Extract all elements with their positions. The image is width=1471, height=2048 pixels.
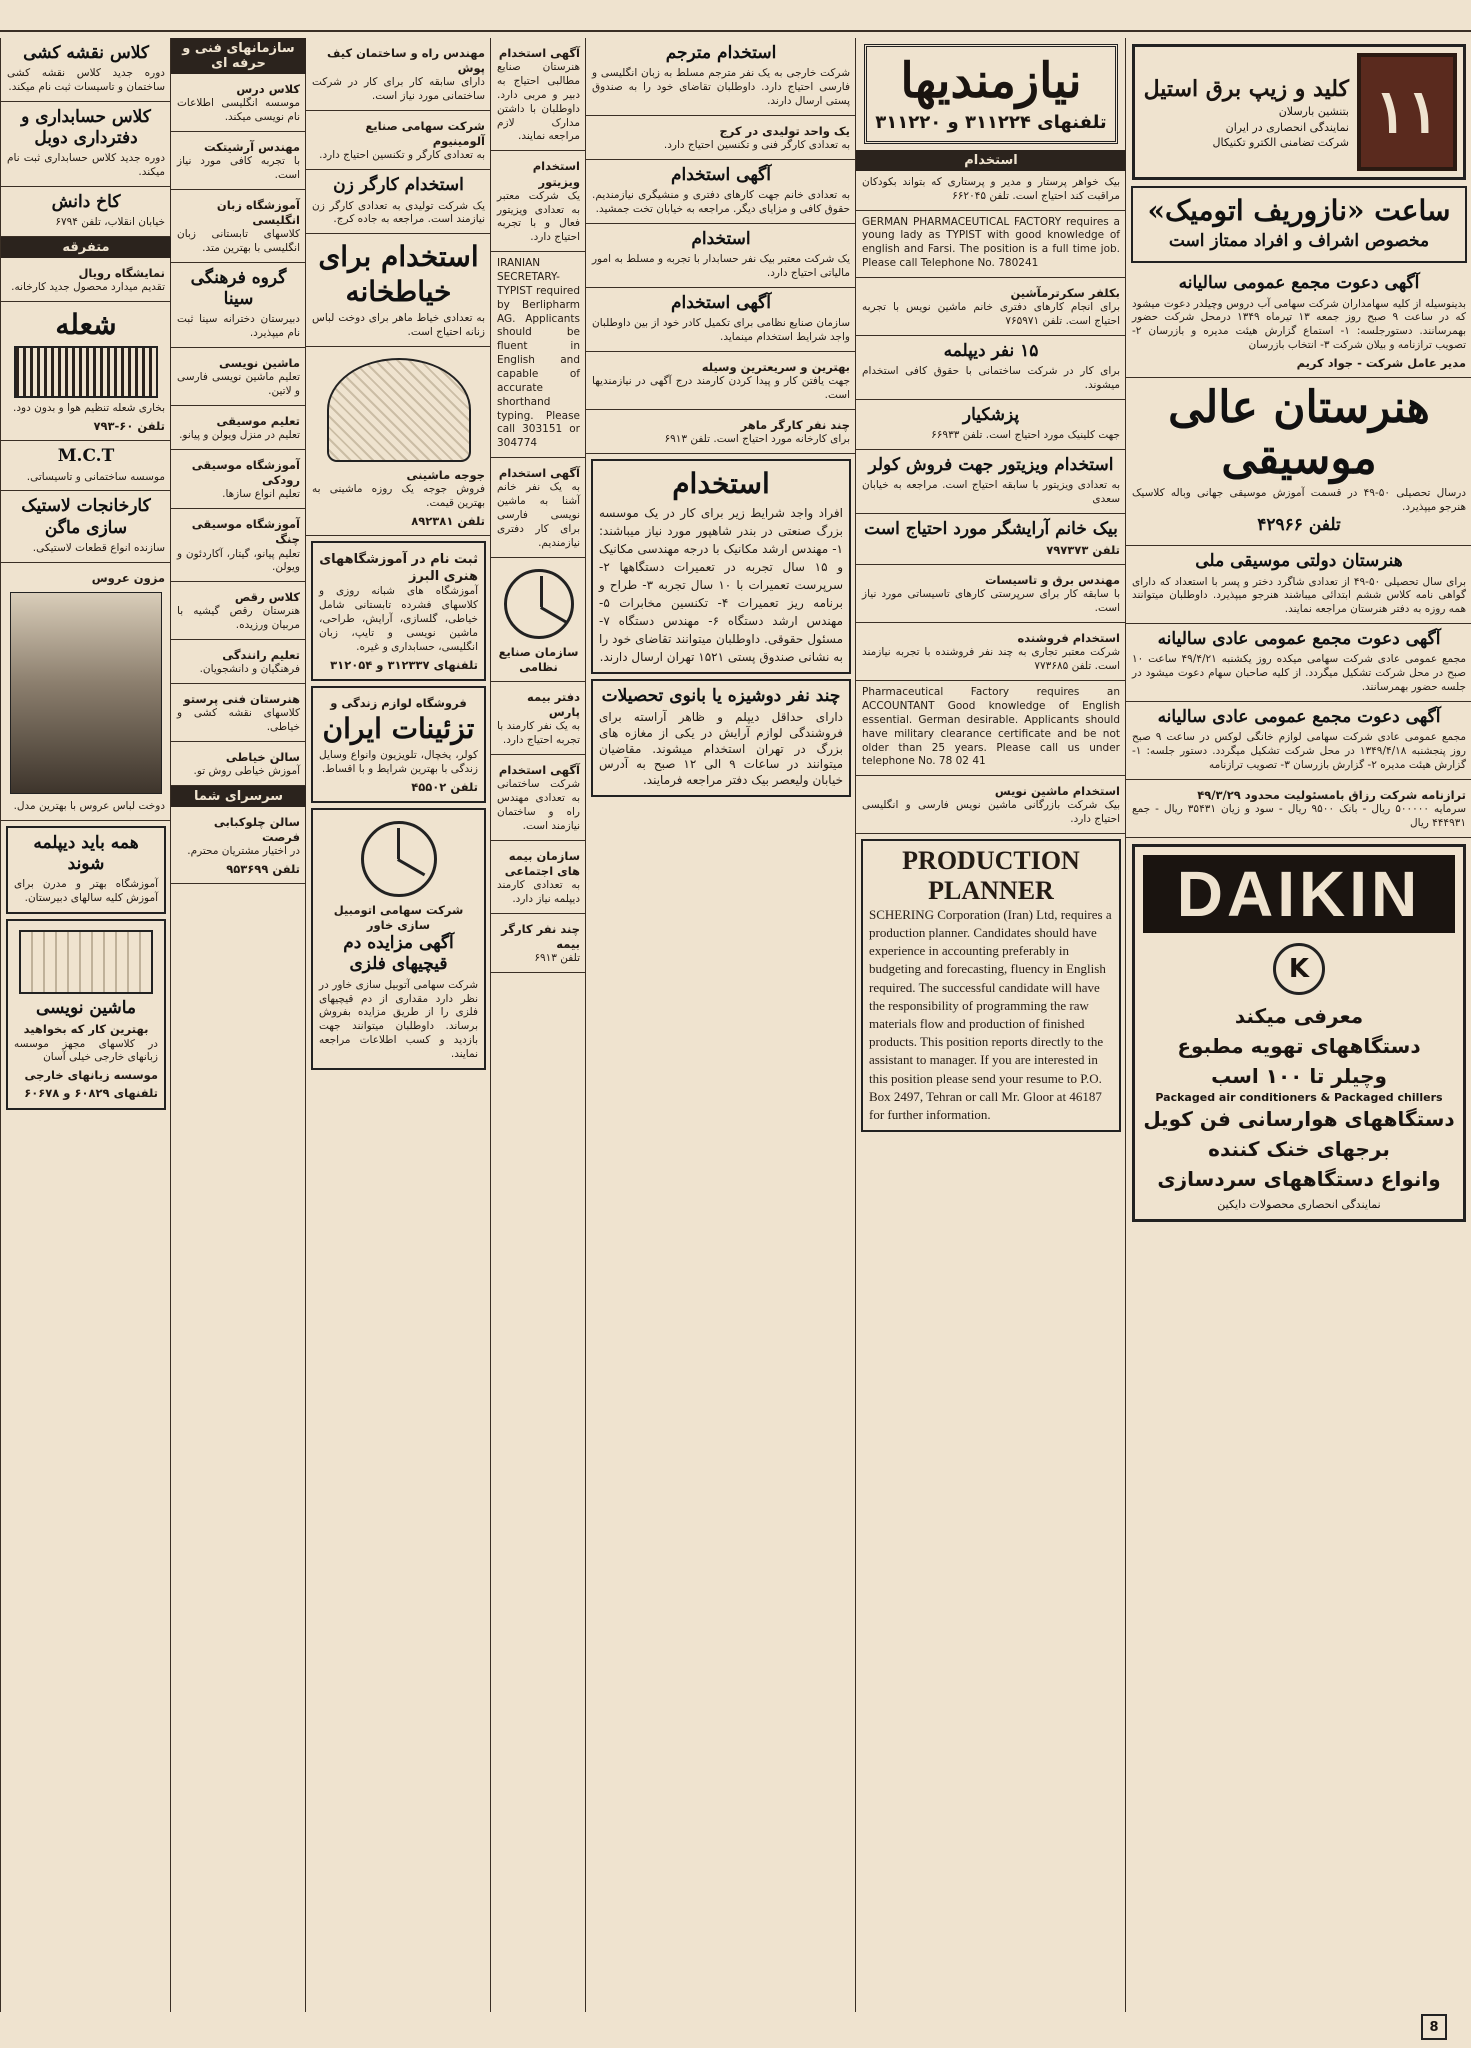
daikin-english: Packaged air conditioners & Packaged chillers [1155,1091,1443,1105]
meeting-ad-2-title: آگهی دعوت مجمع عمومی عادی سالیانه [1157,629,1441,650]
masthead-phones: تلفنهای ۳۱۱۲۲۴ و ۳۱۱۲۲۰ [875,111,1107,133]
office-women-ad: آگهی استخدام به تعدادی خانم جهت کارهای دفتری و منشیگری نیازمندیم. حقوق کافی و مزایای دیگر. مراجعه به خیابان تخت جمشید. [586,160,856,224]
diploma-school-ad: همه باید دیپلمه شوند آموزشگاه بهتر و مدرن برای آموزش کلیه سالهای دبیرستان. [6,826,166,914]
section-label-technical: سازمانهای فنی و حرفه ای [171,38,306,74]
sewing-salon-ad: سالن خیاطی آموزش خیاطی روش تو. [171,742,306,786]
young-women-title: چند نفر دوشیزه یا بانوی تحصیلات [601,685,841,706]
meeting-ad-2-text: مجمع عمومی عادی شرکت سهامی میکده روز یکشنبه ۴۹/۴/۲۱ ساعت ۱۰ صبح در محل شرکت تشکیل میگردد. از کلیه صاحبان سهام دعوت میشود در جلسه حضور بهمرسانند. [1132,653,1467,694]
factory-ad: یک واحد تولیدی در کرج به تعدادی کارگر فنی و تکنسین احتیاج دارد. [586,116,856,160]
alborz-ad: ثبت نام در آموزشگاههای هنری البرز آموزشگاه های شبانه روزی و کلاسهای فشرده تابستانی شامل خیاطی، گلسازی، آرایش، طراحی، ماشین نویسی و تایپ، زبان انگلیسی، حسابداری و غیره. تلفنهای ۳۱۲۳۳۷ و ۳۱۲۰۵۴ [311,541,486,681]
daikin-line-1: دستگاههای تهویه مطبوع [1177,1034,1421,1059]
typing-ad: ماشین نویسی تعلیم ماشین نویسی فارسی و لاتین. [171,348,306,406]
column-3 [585,38,856,2012]
column-2 [855,38,1126,2012]
keys-ad-text [1144,74,1349,151]
typist-ad: استخدام ماشین نویس بیک شرکت بازرگانی ماشین نویس فارسی و انگلیسی احتیاج دارد. [856,776,1126,834]
mercedes-logo-icon [361,821,437,897]
bride-photo [10,592,162,794]
meeting-ad-3-text: مجمع عمومی عادی شرکت سهامی لوازم خانگی لوکس در ساعت ۹ صبح روز پنجشنبه ۱۳۴۹/۴/۱۸ در محل شرکت تشکیل میگردد. دستور جلسه: ۱- گزارش هیئت مدیره ۲- گزارش بازرسان ۳- تصویب ترازنامه [1132,731,1466,771]
column-6 [170,38,306,2012]
military-industry-ad: آگهی استخدام سازمان صنایع نظامی برای تکمیل کادر خود از بین داوطلبان واجد شرایط استخدام مینماید. [586,288,856,352]
national-music-ad [1126,546,1471,624]
nanny-ad: بیک خواهر پرستار و مدیر و پرستاری که بتواند بکودکان مراقبت کند احتیاج است. تلفن ۶۶۲۰۴۵ [856,171,1126,211]
clock-ad [1131,186,1467,263]
visitor-ad-2: استخدام ویزیتور یک شرکت معتبر به تعدادی ویزیتور فعال و با تجربه احتیاج دارد. [491,151,586,252]
meeting-ad-1-sign: مدیر عامل شرکت - جواد کریم [1296,355,1466,370]
dance-ad: کلاس رقص هنرستان رقص گیشیه با مربیان ورزیده. [171,582,306,640]
typist-woman-ad: آگهی استخدام به یک نفر خانم آشنا به ماشین نویسی فارسی برای کار دفتری نیازمندیم. [491,458,586,557]
production-planner-ad [861,839,1121,1132]
translator-ad: استخدام مترجم شرکت خارجی به یک نفر مترجم مسلط به زبان انگلیسی و فارسی احتیاج دارد. داوطلبان تقاضای خود را به صندوق پستی ارسال دارند. [586,38,856,116]
architect-ad: مهندس آرشیتکت با تجربه کافی مورد نیاز است. [171,132,306,190]
kebab-salon-ad: سالن چلوکبابی فرصت در اختیار مشتریان محترم. تلفن ۹۵۳۶۹۹ [171,807,306,884]
daikin-ad [1132,844,1466,1222]
balance-sheet-ad [1126,780,1471,838]
medic-ad: پزشکیار جهت کلینیک مورد احتیاج است. تلفن ۶۶۹۳۳ [856,400,1126,450]
daikin-line-4: برجهای خنک کننده [1208,1137,1390,1162]
typing-school-ad: ماشین نویسی بهترین کار که بخواهید در کلاسهای مجهز موسسه زبانهای خارجی خیلی آسان موسسه زبانهای خارجی تلفنهای ۶۰۸۲۹ و ۶۰۶۷۸ [6,919,166,1109]
column-5 [305,38,491,2012]
insurance-workers-ad: چند نفر کارگر بیمه تلفن ۶۹۱۳ [491,914,586,973]
national-music-title: هنرستان دولتی موسیقی ملی [1195,551,1403,572]
daikin-k-icon: K [1273,943,1325,995]
music-school-text: درسال تحصیلی ۵۰-۴۹ در قسمت آموزش موسیقی جهانی وباله کلاسیک هنرجو میپذیرد. [1132,487,1466,514]
sina-ad: گروه فرهنگی سینا دبیرستان دخترانه سینا ثبت نام میپذیرد. [171,263,306,348]
column-1 [1125,38,1471,2012]
mct-ad: M.C.T موسسه ساختمانی و تاسیساتی. [1,441,171,491]
aluminium-ad: شرکت سهامی صنایع آلومینیوم به تعدادی کارگر و تکنسین احتیاج دارد. [306,111,491,170]
daikin-line-5: وانواع دستگاههای سردسازی [1157,1167,1441,1192]
daikin-intro: معرفی میکند [1234,1004,1364,1029]
section-label-yours: سرسرای شما [171,786,306,807]
insurance-ad: دفتر بیمه پارس به یک نفر کارمند با تجربه احتیاج دارد. [491,682,586,755]
english-school-ad: آموزشگاه زبان انگلیسی کلاسهای تابستانی زبان انگلیسی با بهترین متد. [171,190,306,263]
big-hiring-ad [591,459,851,674]
iran-decor-ad: فروشگاه لوازم زندگی و تزئینات ایران کولر، یخچال، تلویزیون وانواع وسایل زندگی با بهترین شرایط و با اقساط. تلفن ۴۵۵۰۲ [311,686,486,803]
daikin-line-3: دستگاههای هوارسانی فن کویل [1143,1107,1455,1132]
keys-ad-line1: بتنشین بارسلان [1278,105,1349,119]
bridal-ad: مزون عروس دوخت لباس عروس با بهترین مدل. [1,563,171,821]
column-4 [490,38,586,2012]
hairdresser-ad: بیک خانم آرایشگر مورد احتیاج است تلفن ۷۹۷۳۷۳ [856,514,1126,565]
drafting-class-ad: کلاس نقشه کشی دوره جدید کلاس نقشه کشی ساختمان و تاسیسات ثبت نام میکند. [1,38,171,102]
chicks-ad: جوجه ماشینی فروش جوجه یک روزه ماشینی به بهترین قیمت. تلفن ۸۹۲۳۸۱ [306,347,491,536]
music-school-title: هنرستان عالی موسیقی [1168,382,1430,484]
masthead-title: نیازمندیها [900,53,1082,109]
national-music-text: برای سال تحصیلی ۵۰-۴۹ از تعدادی شاگرد دختر و پسر با استعداد که دارای گواهی نامه کلاس ششم ابتدائی میباشند هنرجو میپذیرد. داوطلبان میتوانند همه روزه به دفتر هنرستان مراجعه نمایند. [1132,575,1466,616]
estekhdam-label: استخدام [856,150,1126,171]
column-7 [0,38,171,2012]
diploma-ad: ۱۵ نفر دیپلمه برای کار در شرکت ساختمانی با حقوق کافی استخدام میشوند. [856,336,1126,400]
heater-icon [14,346,158,398]
misc-label: متفرقه [1,237,171,258]
keys-ad [1132,44,1466,180]
masthead [864,44,1118,144]
meeting-ad-1-title: آگهی دعوت مجمع عمومی سالیانه [1178,273,1420,294]
workers-ad: چند نفر کارگر ماهر برای کارخانه مورد احتیاج است. تلفن ۶۹۱۳ [586,410,856,454]
accountant-ad: استخدام یک شرکت معتبر بیک نفر حسابدار با تجربه و مسلط به امور مالیاتی احتیاج دارد. [586,224,856,288]
class-ad: کلاس درس موسسه انگلیسی اطلاعات نام نویسی میکند. [171,74,306,132]
accounting-class-ad: کلاس حسابداری و دفترداری دوبل دوره جدید کلاس حسابداری ثبت نام میکند. [1,102,171,187]
iranian-secretary-ad: IRANIAN SECRETARY-TYPIST required by Berlipharm AG. Applicants should be fluent in English and capable of accurate shorthand typing. Please call 303151 or 304774 [491,252,586,458]
production-planner-text: SCHERING Corporation (Iran) Ltd, requires a production planner. Candidates should have experience in accounting preferably in budgeting and forecasting, fluency in English required. The successful candidate will have the responsibility of programming the raw materials flow and production of finished products. This position reports directly to the assistant to manager. If you are interested in this position please send your resume to P.O. Box 2497, Tehran or call Mr. Gloor at 46187 for further information. [869,906,1112,1122]
clock-ad-title: ساعت «نازوریف اتومیک» [1147,194,1451,227]
meeting-ad-3-title: آگهی دعوت مجمع عمومی عادی سالیانه [1157,706,1441,727]
roudaki-ad: آموزشگاه موسیقی رودکی تعلیم انواع سازها. [171,450,306,509]
clock-ad-subtitle: مخصوص اشراف و افراد ممتاز است [1168,231,1430,251]
visitor-ad: استخدام ویزیتور جهت فروش کولر به تعدادی ویزیتور با سابقه احتیاج است. مراجعه به خیابان سعدی [856,450,1126,514]
meeting-ad-2 [1126,624,1471,702]
keys-ad-title: کلید و زیپ برق استیل [1143,75,1349,102]
road-engineer-ad: مهندس راه و ساختمان کیف پوش دارای سابقه کار برای کار در شرکت ساختمانی مورد نیاز است. [306,38,491,111]
keys-ad-line2: نمایندگی انحصاری در ایران [1225,120,1349,134]
royal-showroom-ad: نمایشگاه رویال تقدیم میدارد محصول جدید کارخانه. [1,258,171,302]
org-emblem-block: سازمان صنایع نظامی [491,558,586,682]
civil-engineer-ad: آگهی استخدام شرکت ساختمانی به تعدادی مهندس راه و ساختمان نیازمند است. [491,755,586,841]
balance-sheet-text: سرمایه ۵۰۰۰۰۰ ریال - بانک ۹۵۰۰ ریال - سود و زیان ۳۵۴۳۱ ریال - جمع ۴۴۴۹۳۱ ریال [1132,802,1467,829]
daikin-line-2: وچیلر تا ۱۰۰ اسب [1211,1064,1387,1089]
keys-ad-line3: شرکت تضامنی الکترو تکنیکال [1212,136,1349,150]
school-teacher-ad: آگهی استخدام هنرستان صنایع مطالبی احتیاج به دبیر و مربی دارد. داوطلبان با داشتن مدارک لازم مراجعه نمایند. [491,38,586,151]
auction-ad: شرکت سهامی اتومبیل سازی خاور آگهی مزایده دم قیچیهای فلزی شرکت سهامی آتوبیل سازی خاور در نظر دارد مقداری از دم قیچیهای فلزی را از طریق مزایده بفروش برساند. داوطلبان میتوانند جهت بازدید و کسب اطلاعات مراجعه نمایند. [311,808,486,1070]
salesman-ad: استخدام فروشنده شرکت معتبر تجاری به چند نفر فروشنده با تجربه نیازمند است. تلفن ۷۷۳۶۸۵ [856,623,1126,681]
hen-icon [327,358,471,462]
tailoring-ad: استخدام برای خیاطخانه به تعدادی خیاط ماهر برای دوخت لباس زنانه احتیاج است. [306,234,491,347]
balance-sheet-title: ترازنامه شرکت رزاق بامسئولیت محدود ۴۹/۳/۲۹ [1197,787,1466,802]
women-workers-ad: استخدام کارگر زن یک شرکت تولیدی به تعدادی کارگر زن نیازمند است. مراجعه به جاده کرج. [306,170,491,234]
pharma-accountant-ad: Pharmaceutical Factory requires an ACCOUNTANT Good knowledge of English essential. German desirable. Applicants should have military clearance certificate and be not older than 25 years. Please call us under telephone No. 78 02 41 [856,681,1126,776]
young-women-ad [591,679,851,797]
music-school-ad [1126,378,1471,546]
engineer-ad: مهندس برق و تاسیسات با سابقه کار برای سرپرستی کارهای تاسیساتی مورد نیاز است. [856,565,1126,623]
secretary-ad: بکلفر سکرترمآشین برای انجام کارهای دفتری خانم ماشین نویس با تجربه احتیاج است. تلفن ۷۶۵۹۷۱ [856,278,1126,336]
young-women-text: دارای حداقل دیپلم و ظاهر آراسته برای فروشندگی لوازم آرایش در یکی از مغازه های بزرگ در تهران استخدام میشوند. مقاضیان میتوانند در ساعات ۹ الی ۱۲ صبح به آدرس خیابان ولیعصر بیک دفتر مراجعه فرمایند. [599,709,843,788]
keys-emblem-icon: ۱۱ [1357,53,1457,171]
big-hiring-title: استخدام [672,466,770,500]
magen-rubber-ad: کارخانجات لاستیک سازی ماگن سازنده انواع قطعات لاستیکی. [1,491,171,562]
social-insurance-ad: سازمان بیمه های اجتماعی به تعدادی کارمند دیپلمه نیاز دارد. [491,841,586,914]
ornament-icon [19,930,153,994]
meeting-ad-1-text: بدینوسیله از کلیه سهامداران شرکت سهامی آب دروس وچیلدر دعوت میشود که در ساعت ۹ صبح روز جمعه ۱۳ تیرماه ۱۳۴۹ درمحل شرکت حضور بهمرسانند. دستورجلسه: ۱- استماع گزارش هیئت مدیره و بازرسان ۲- تصویب ترازنامه و بیلان شرکت ۳- انتخاب بازرسان [1132,297,1467,352]
daikin-rep: نمایندگی انحصاری محصولات دایکین [1217,1198,1381,1212]
music-lessons-ad: تعلیم موسیقی تعلیم در منزل ویولن و پیانو. [171,406,306,450]
driving-ad: تعلیم رانندگی فرهنگیان و دانشجویان. [171,640,306,684]
music-school-phone: تلفن ۴۲۹۶۶ [1257,515,1341,536]
shoale-heater-ad: شعله بخاری شعله تنظیم هوا و بدون دود. تلفن ۶۰-۷۹۳ [1,302,171,441]
big-hiring-text: افراد واجد شرایط زیر برای کار در یک موسسه بزرگ صنعتی در بندر شاهپور مورد نیاز میباشند: ۱- مهندس ارشد مکانیک با درجه مهندسی مکانیک و ۱۵ سال تجربه در تعمیرات دستگاهها ۲- سرپرست تعمیرات با ۱۰ سال تجربه ۳- طراح و برنامه ریز تعمیرات ۴- تکنسین مخابرات ۵- مهندس ارشد دستگاه ۶- مهندس دستگاه ۷- مسئول حقوقی. داوطلبان میتوانند تقاضای خود را به نشانی صندوق پستی ۱۵۲۱ تهران ارسال دارند. [599,505,843,664]
german-factory-ad: GERMAN PHARMACEUTICAL FACTORY requires a young lady as TYPIST with good knowledge of english and Farsi. The position is a full time job. Please call Telephone No. 780241 [856,211,1126,278]
page-number: 8 [1421,2014,1447,2040]
production-planner-title: PRODUCTION PLANNER [902,846,1080,906]
best-way-ad: بهترین و سریعترین وسیله جهت یافتن کار و پیدا کردن کارمند درج آگهی در نیازمندیها است. [586,352,856,410]
daikin-logo: DAIKIN [1143,855,1455,933]
meeting-ad-3 [1126,702,1471,780]
org-emblem-icon [504,569,574,639]
chang-ad: آموزشگاه موسیقی چنگ تعلیم پیانو، گیتار، آکاردئون و ویولن. [171,509,306,582]
meeting-ad-1 [1126,268,1471,378]
header-rule [0,30,1471,32]
knowledge-palace-ad: کاخ دانش خیابان انقلاب، تلفن ۶۷۹۴ [1,187,171,237]
parastoo-ad: هنرستان فنی پرستو کلاسهای نقشه کشی و خیاطی. [171,684,306,742]
